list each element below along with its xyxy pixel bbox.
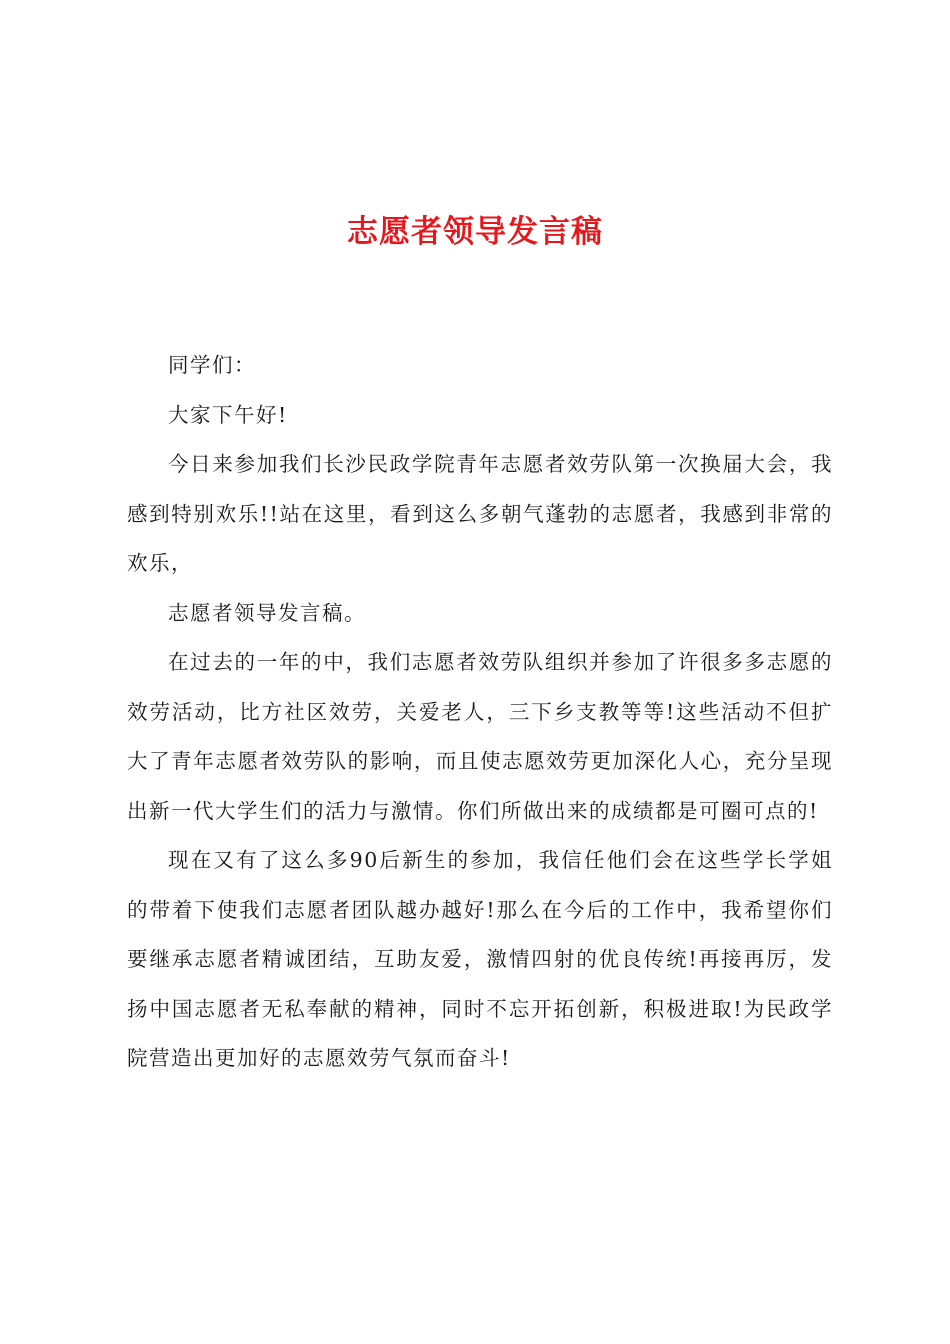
document-body (127, 341, 833, 1084)
paragraph-opening: 今日来参加我们长沙民政学院青年志愿者效劳队第一次换届大会，我感到特别欢乐!!站在这里，看到这么多朝气蓬勃的志愿者，我感到非常的欢乐， (127, 452, 833, 575)
paragraph-future: 现在又有了这么多90后新生的参加，我信任他们会在这些学长学姐的带着下使我们志愿者团队越办越好!那么在今后的工作中，我希望你们要继承志愿者精诚团结，互助友爱，激情四射的优良传统!再接再厉，发扬中国志愿者无私奉献的精神，同时不忘开拓创新，积极进取!为民政学院营造出更加好的志愿效劳气氛而奋斗! (127, 848, 833, 1070)
page-title: 志愿者领导发言稿 (347, 214, 603, 250)
paragraph-greeting: 同学们： (168, 353, 256, 377)
paragraph-past-year: 在过去的一年的中，我们志愿者效劳队组织并参加了许很多多志愿的效劳活动，比方社区效劳，关爱老人，三下乡支教等等!这些活动不但扩大了青年志愿者效劳队的影响，而且使志愿效劳更加深化人心，充分呈现出新一代大学生们的活力与激情。你们所做出来的成绩都是可圈可点的! (127, 650, 833, 823)
paragraph-heading-ref: 志愿者领导发言稿。 (168, 600, 366, 625)
paragraph-salutation: 大家下午好! (168, 402, 288, 427)
